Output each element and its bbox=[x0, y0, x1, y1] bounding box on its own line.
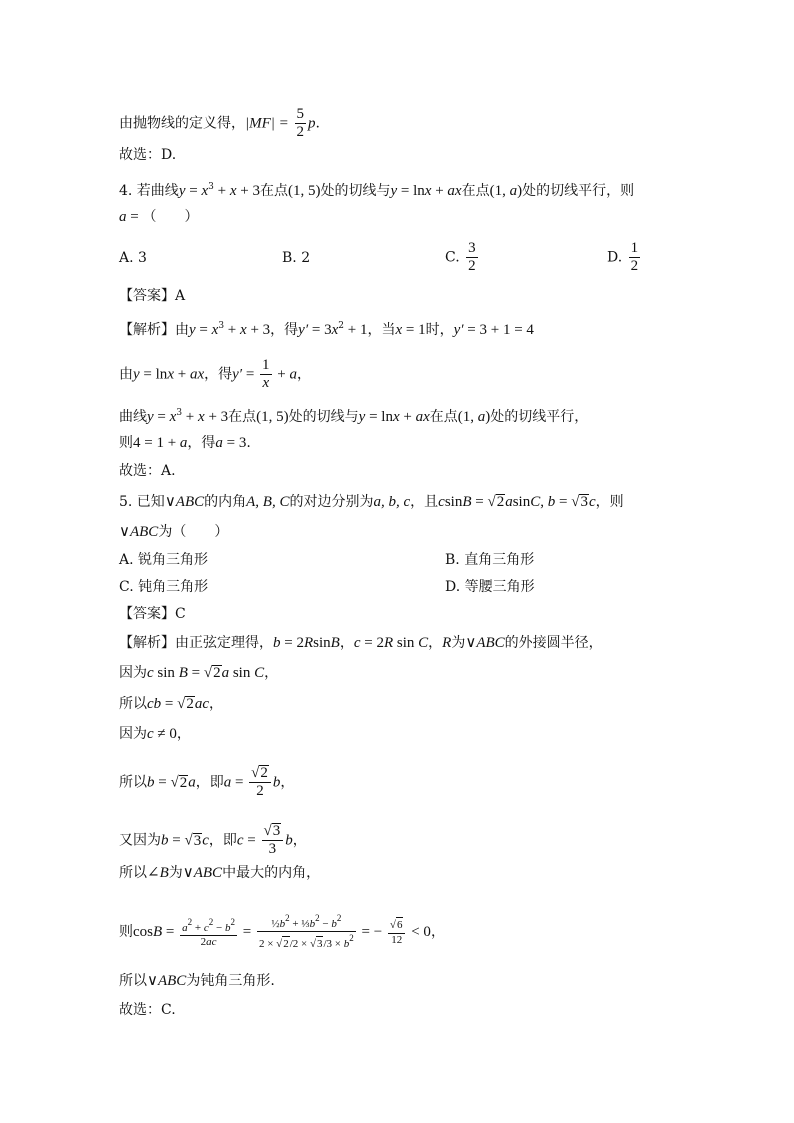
parabola-definition-line: 由抛物线的定义得，|MF| = $\frac{5}{2}$ p. bbox=[119, 106, 320, 140]
q4-option-a[interactable]: A. 3 bbox=[119, 250, 147, 266]
q5-solution-line-3: 所以cb = √2ac， bbox=[119, 696, 224, 712]
q4-option-b[interactable]: B. 2 bbox=[282, 250, 311, 266]
q5-option-a[interactable]: A. 锐角三角形 bbox=[119, 552, 209, 568]
q5-solution-line-4: 因为c ≠ 0， bbox=[119, 726, 191, 742]
q5-option-c[interactable]: C. 钝角三角形 bbox=[119, 579, 209, 595]
q5-solution-line-8: 则cosB = $\frac{a^2 + c^2 - b^2}{2ac}$ = $\frac{\frac{1}{2}b^2 + \frac{1}{3}b^2 - b^2}{2 \times √2/2 \times √3/3 \times b^2}$ = − $\frac{√6}{12}$ < 0， bbox=[119, 913, 445, 950]
q5-solution-line-9: 所以∨ABC为钝角三角形. bbox=[119, 973, 275, 989]
q4-answer: 【答案】A bbox=[119, 288, 186, 304]
q5-solution-line-6: 又因为b = √3c，即c = $\frac{√3}{3}$ b， bbox=[119, 823, 307, 857]
question-4-stem-cont: a = （ ） bbox=[119, 209, 199, 225]
q4-option-c[interactable]: C. $\frac{3}{2}$ bbox=[445, 240, 476, 274]
q5-option-d[interactable]: D. 等腰三角形 bbox=[445, 579, 535, 595]
previous-conclusion: 故选：D. bbox=[119, 147, 177, 163]
q5-solution-line-5: 所以b = √2a，即a = $\frac{√2}{2}$ b， bbox=[119, 765, 295, 799]
q5-conclusion: 故选：C. bbox=[119, 1002, 176, 1018]
question-5-stem-cont: ∨ABC为（ ） bbox=[119, 524, 229, 540]
formula-mf: |MF| = bbox=[245, 115, 293, 132]
question-5-stem: 5. 已知∨ABC的内角A, B, C的对边分别为a, b, c，且csinB = √2asinC, b = √3c，则 bbox=[119, 494, 624, 510]
q4-conclusion: 故选：A. bbox=[119, 463, 176, 479]
q4-solution-line-1: 【解析】由$y = x^3 + x + 3$，得$y' = 3x^2 + 1$，当x = 1时，y′ = 3 + 1 = 4 bbox=[119, 321, 534, 338]
q5-solution-line-7: 所以∠B为∨ABC中最大的内角， bbox=[119, 865, 321, 881]
q4-solution-line-4: 则4 = 1 + a，得a = 3. bbox=[119, 435, 251, 451]
q5-answer: 【答案】C bbox=[119, 606, 186, 622]
q4-solution-line-2: 由y = lnx + ax，得y′ = $\frac{1}{x}$ + a， bbox=[119, 357, 312, 391]
fraction-5-2: $\frac{5}{2}$ bbox=[296, 106, 305, 140]
q5-option-b[interactable]: B. 直角三角形 bbox=[445, 552, 535, 568]
q4-solution-line-3: 曲线$y = x^3 + x + 3$在点(1, 5)处的切线与y = lnx + ax在点(1, a)处的切线平行， bbox=[119, 408, 589, 425]
q5-solution-line-2: 因为c sin B = √2a sin C， bbox=[119, 665, 279, 681]
q5-solution-line-1: 【解析】由正弦定理得，b = 2RsinB，c = 2R sin C，R为∨ABC的外接圆半径， bbox=[119, 635, 603, 651]
question-4-stem: 4. 若曲线$y = x^3 + x + 3$在点(1, 5)处的切线与y = lnx + ax在点(1, a)处的切线平行，则 bbox=[119, 182, 635, 199]
q4-option-d[interactable]: D. $\frac{1}{2}$ bbox=[607, 240, 639, 274]
